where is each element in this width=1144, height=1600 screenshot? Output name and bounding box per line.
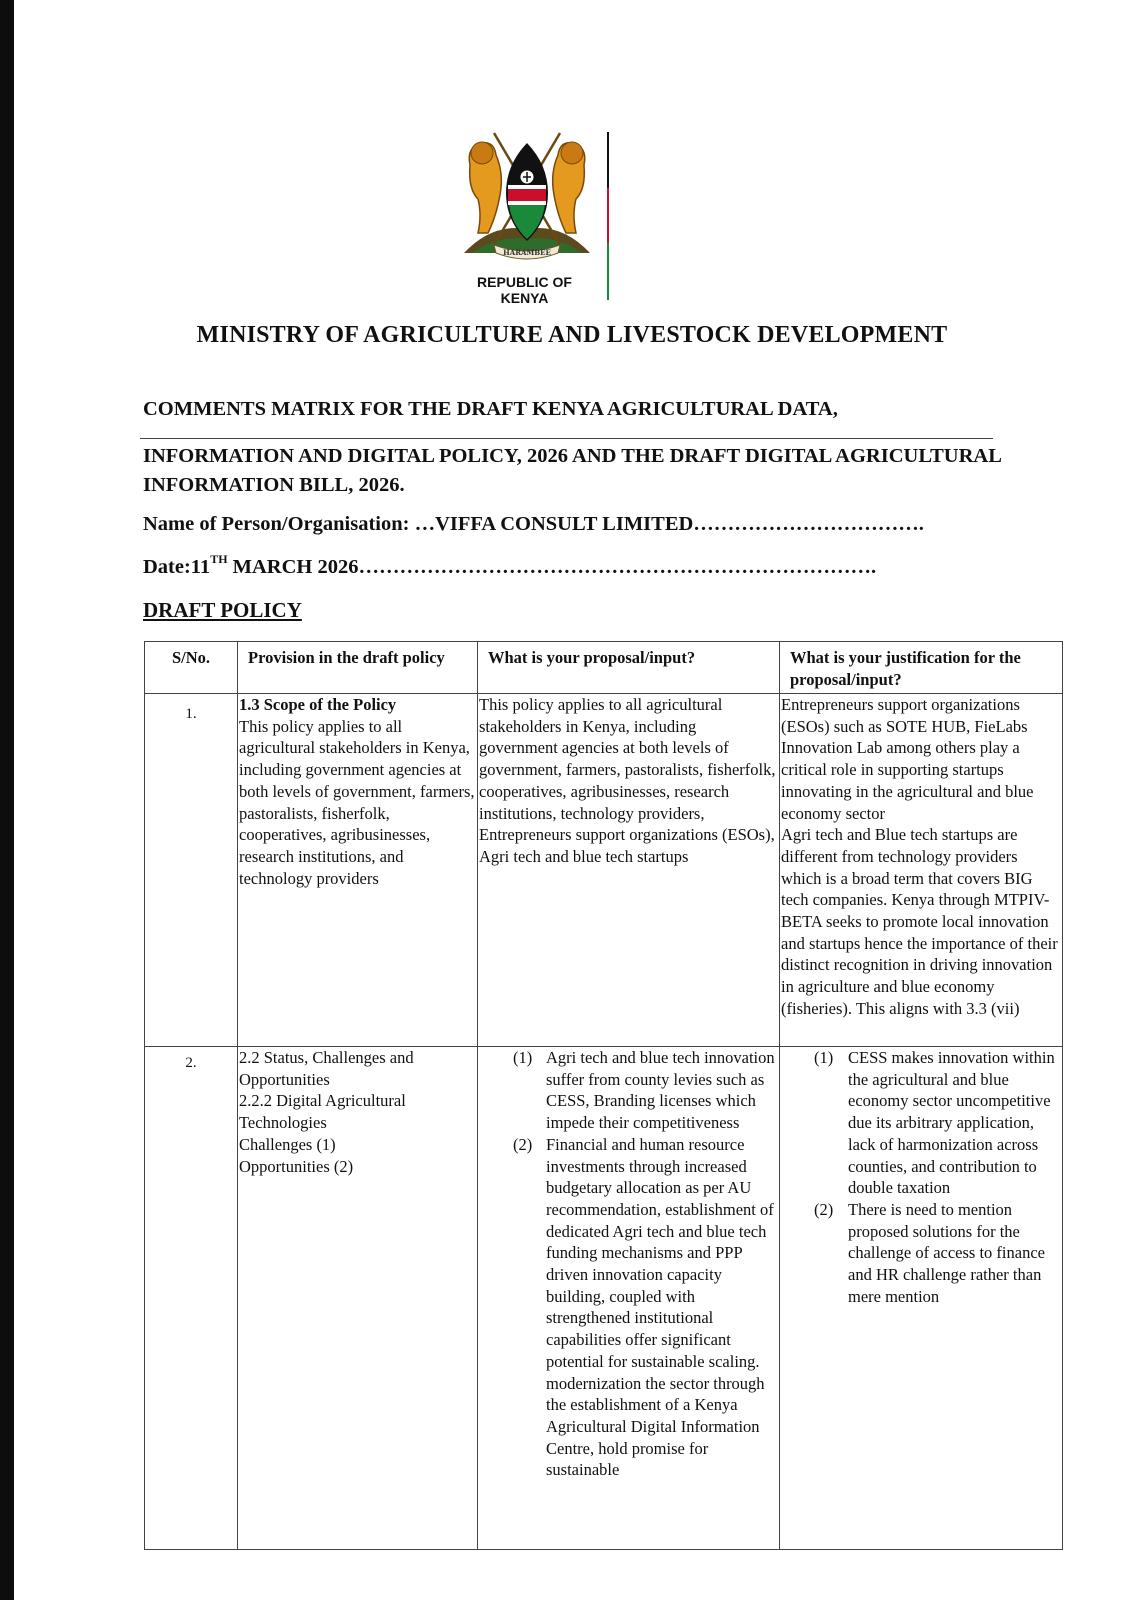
header-justification: What is your justification for the proposal/input? — [780, 642, 1063, 694]
document-title-line1: COMMENTS MATRIX FOR THE DRAFT KENYA AGRICULTURAL DATA, — [143, 398, 838, 420]
organisation-name-field: Name of Person/Organisation: …VIFFA CONSULT LIMITED……………………………. — [143, 513, 924, 535]
provision-line: Opportunities (2) — [239, 1156, 354, 1176]
table-row — [145, 694, 1063, 1047]
justification-list — [781, 1047, 1060, 1307]
list-item-text: There is need to mention proposed solutions for the challenge of access to finance and HR challenge rather than mere mention — [848, 1199, 1045, 1306]
provision-line: 2.2 Status, Challenges and Opportunities — [239, 1048, 414, 1089]
list-item-text: Financial and human resource investments through increased budgetary allocation as per AU recommendation, establishment of dedicated Agri tech and blue tech funding mechanisms and PPP driven innovation capacity building, coupled with strengthened institutional capabilities offer significant potential for sustainable scaling. modernization the sector through the establishment of a Kenya Agricultural Digital Information Centre, hold promise for sustainable — [546, 1134, 774, 1480]
row-proposal — [478, 1047, 780, 1550]
list-item — [479, 1047, 777, 1134]
section-heading: DRAFT POLICY — [143, 598, 302, 622]
provision-title: 1.3 Scope of the Policy — [239, 695, 397, 714]
flag-color-bar — [607, 132, 609, 300]
list-item — [781, 1047, 1060, 1199]
comments-matrix-table — [144, 641, 1063, 1550]
provision-text: This policy applies to all agricultural stakeholders in Kenya, including government agencies at both levels of government, farmers, pastoralists, fisherfolk, cooperatives, agribusinesses, research institutions, and technology providers — [239, 716, 475, 888]
list-item-text: Agri tech and blue tech innovation suffer from county levies such as CESS, Branding licenses which impede their competitiveness — [546, 1048, 775, 1133]
title-underline-rule — [140, 438, 993, 439]
row-sno: 1. — [145, 694, 238, 1047]
header-proposal: What is your proposal/input? — [478, 642, 780, 694]
document-title-line2: INFORMATION AND DIGITAL POLICY, 2026 AND THE DRAFT DIGITAL AGRICULTURAL INFORMATION BILL, 2026. — [143, 445, 1001, 496]
date-field — [143, 552, 877, 579]
republic-label: REPUBLIC OF KENYA — [477, 274, 572, 306]
justification-paragraph: Agri tech and Blue tech startups are different from technology providers which is a broad term that covers BIG tech companies. Kenya through MTPIV-BETA seeks to promote local innovation and startups hence the importance of their distinct recognition in driving innovation in agriculture and blue economy (fisheries). This aligns with 3.3 (vii) — [781, 825, 1058, 1018]
crest-motto: HARAMBEE — [503, 248, 551, 257]
header-sno: S/No. — [145, 642, 238, 694]
provision-line: 2.2.2 Digital Agricultural Technologies — [239, 1091, 406, 1133]
row-justification — [780, 1047, 1063, 1550]
table-row — [145, 1047, 1063, 1550]
list-item-text: CESS makes innovation within the agricultural and blue economy sector uncompetitive due its arbitrary application, lack of harmonization across counties, and contribution to double taxation — [848, 1048, 1055, 1198]
list-item — [479, 1134, 777, 1481]
date-rest: MARCH 2026…………………………………………………………………. — [227, 556, 877, 578]
row-sno: 2. — [145, 1047, 238, 1550]
list-item-number: (1) — [513, 1048, 533, 1067]
table-header-row — [145, 642, 1063, 694]
list-item — [781, 1199, 1060, 1308]
date-prefix: Date:11 — [143, 556, 211, 578]
row-provision — [238, 1047, 478, 1550]
date-superscript: TH — [210, 552, 228, 567]
row-provision — [238, 694, 478, 1047]
list-item-number: (2) — [814, 1199, 834, 1219]
row-justification — [780, 694, 1063, 1047]
justification-paragraph: Entrepreneurs support organizations (ESOs) such as SOTE HUB, FieLabs Innovation Lab among others play a critical role in supporting startups innovating in the agricultural and blue economy sector — [781, 695, 1034, 823]
scan-left-edge — [0, 0, 14, 1600]
list-item-number: (2) — [513, 1134, 533, 1154]
provision-line: Challenges (1) — [239, 1134, 336, 1154]
header-provision: Provision in the draft policy — [238, 642, 478, 694]
proposal-list — [479, 1047, 777, 1481]
row-proposal: This policy applies to all agricultural stakeholders in Kenya, including government agencies at both levels of government, farmers, pastoralists, fisherfolk, cooperatives, agribusinesses, research institutions, technology providers, Entrepreneurs support organizations (ESOs), Agri tech and blue tech startups — [478, 694, 780, 1047]
ministry-title: MINISTRY OF AGRICULTURE AND LIVESTOCK DEVELOPMENT — [196, 322, 948, 348]
list-item-number: (1) — [814, 1048, 834, 1067]
